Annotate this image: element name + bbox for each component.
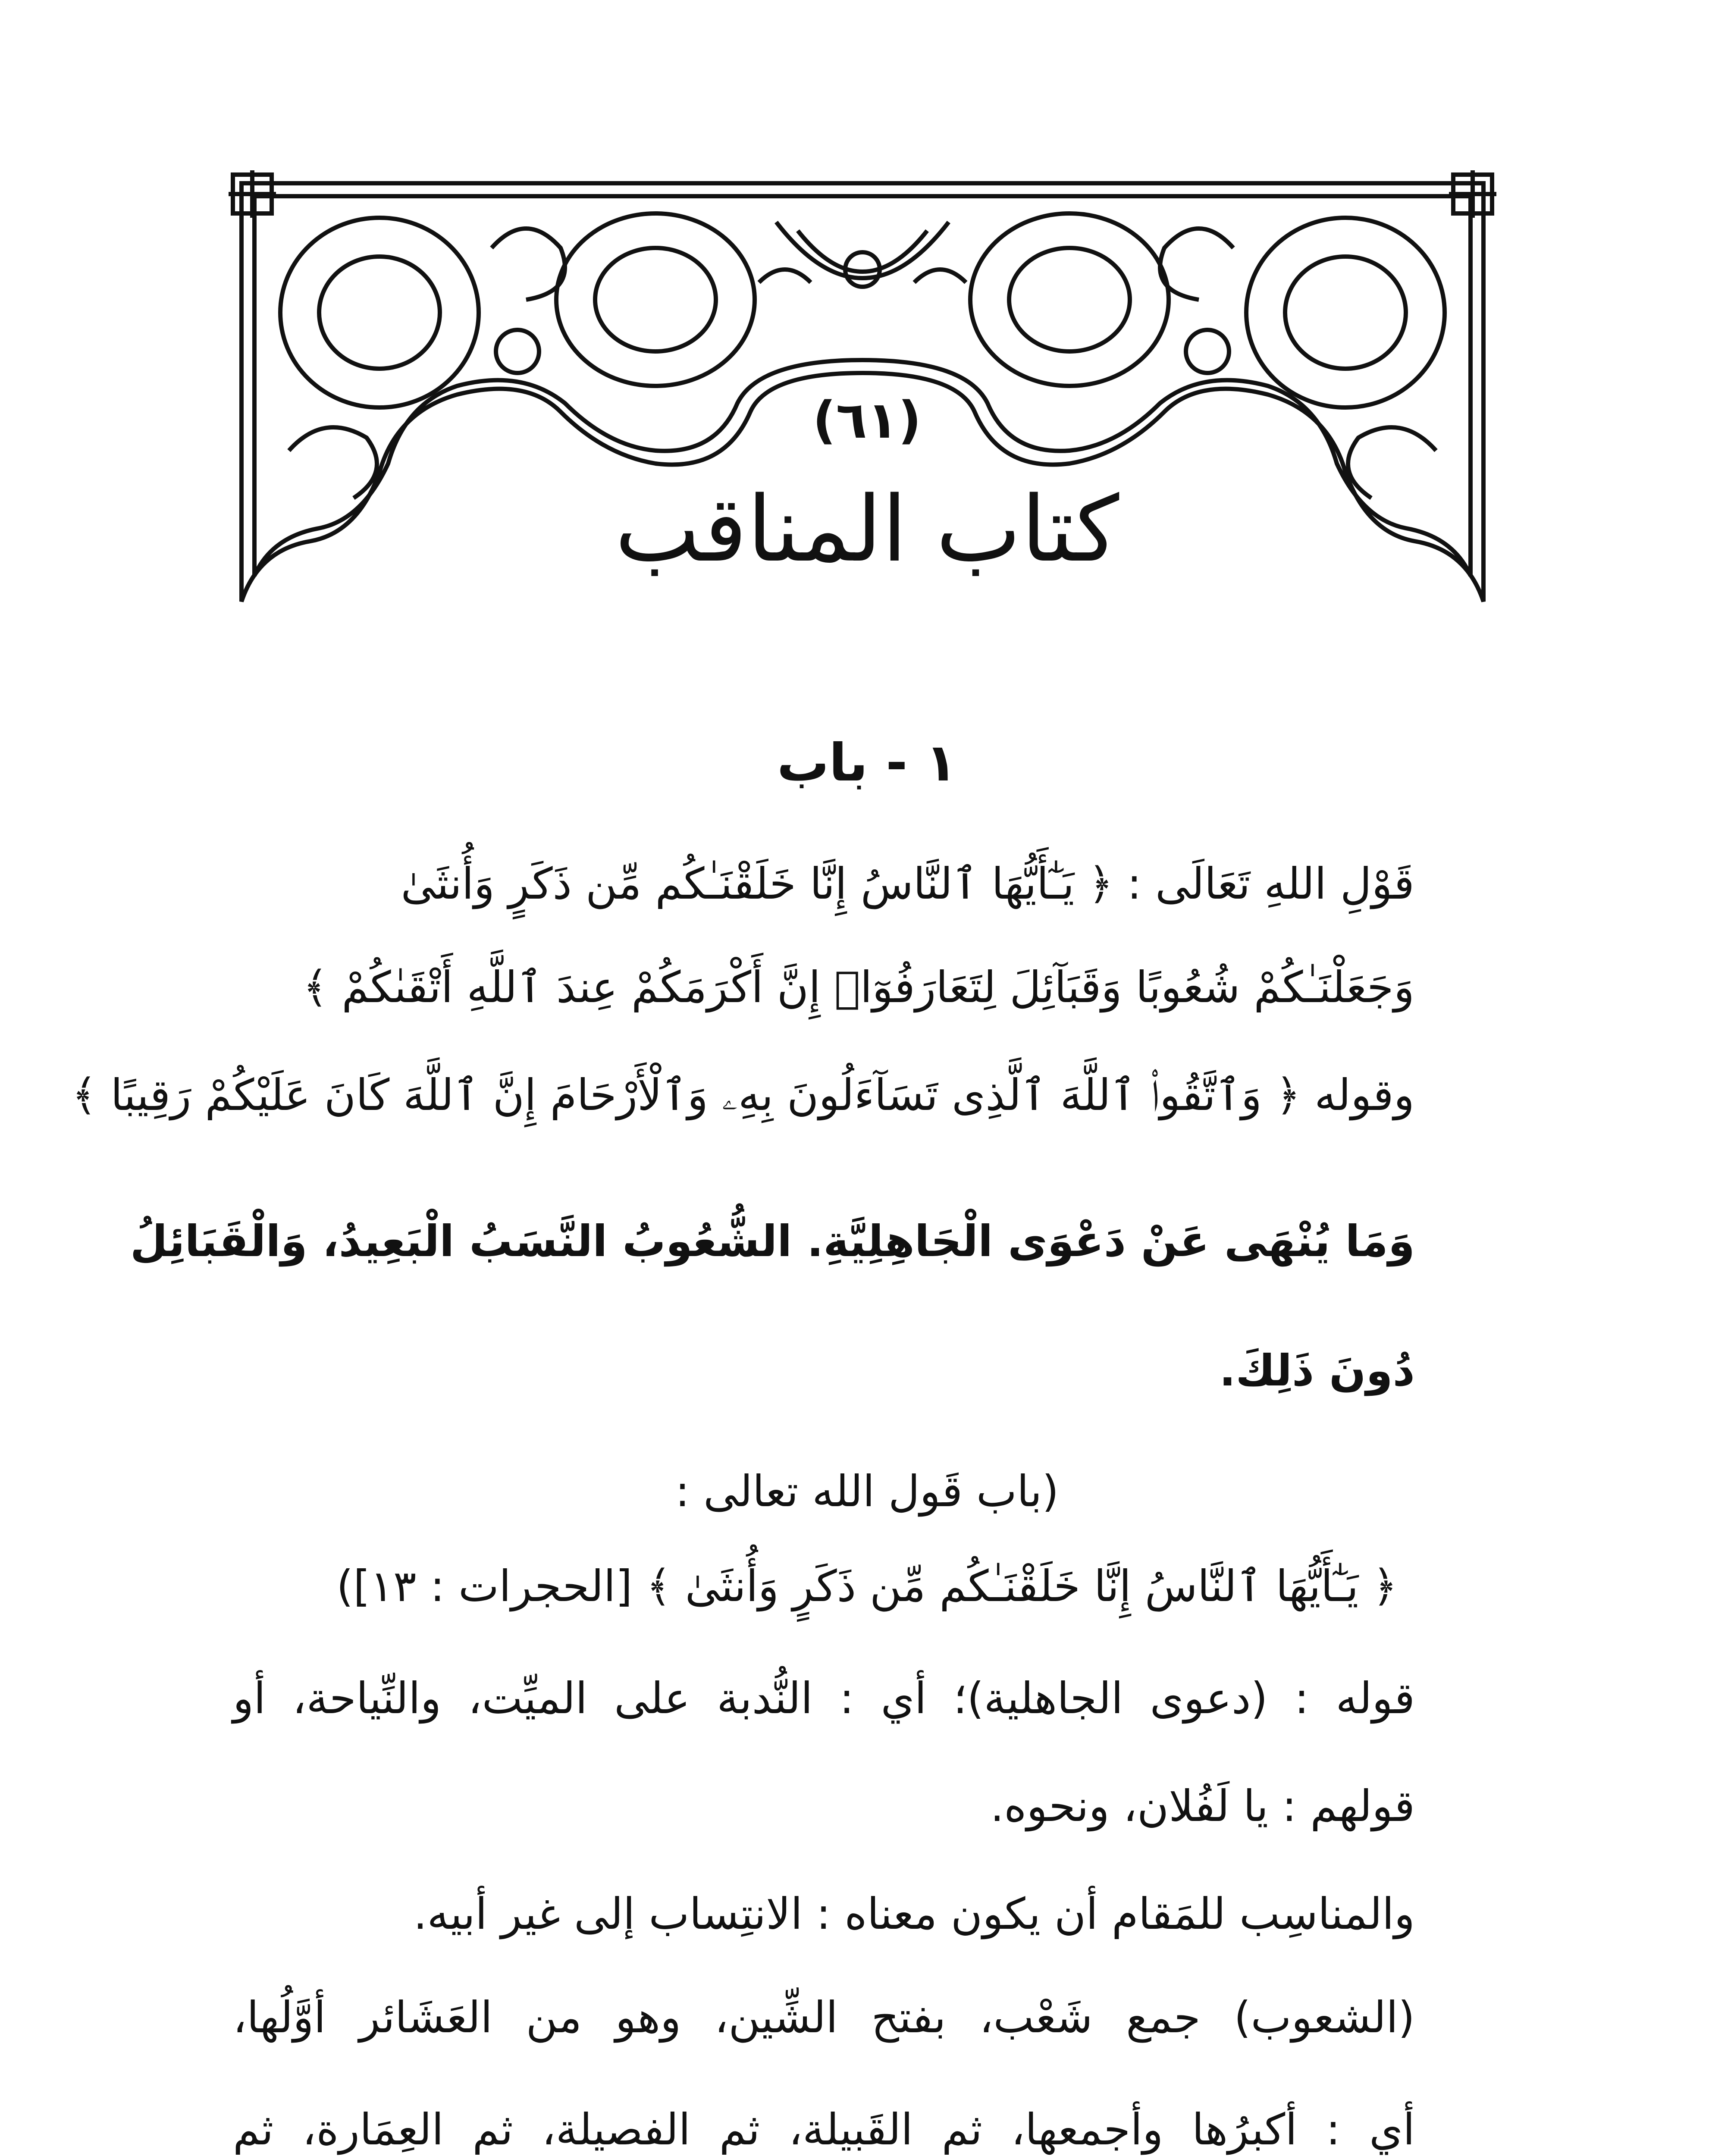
body-text-line-2: دُونَ ذَلِكَ. [1219,1345,1415,1396]
commentary-line-4: (الشعوب) جمع شَعْب، بفتح الشِّين، وهو من العَشَائر أوَّلُها، [233,1992,1415,2043]
commentary-heading-line-2: ﴿ يَـٰٓأَيُّهَا ٱلنَّاسُ إِنَّا خَلَقْنَـٰكُم مِّن ذَكَرٍ وَأُنثَىٰ ﴾ [الحجرات : ١٣]) [336,1561,1398,1611]
body-text-line-1: وَمَا يُنْهَى عَنْ دَعْوَى الْجَاهِلِيَّةِ. الشُّعُوبُ النَّسَبُ الْبَعِيدُ، وَالْقَبَائِلُ [130,1216,1415,1266]
commentary-line-1: قوله : (دعوى الجاهلية)؛ أي : النُّدبة على الميِّت، والنِّياحة، أو [233,1673,1415,1724]
quran-verse-line-1: قَوْلِ اللهِ تَعَالَى : ﴿ يَـٰٓأَيُّهَا ٱلنَّاسُ إِنَّا خَلَقْنَـٰكُم مِّن ذَكَرٍ وَأُنثَىٰ [401,859,1414,909]
commentary-line-5: أي : أكبرُها وأجمعها، ثم القَبيلة، ثم الفصيلة، ثم العِمَارة، ثم [233,2104,1415,2155]
commentary-line-2: قولهم : يا لَفُلان، ونحوه. [990,1781,1415,1831]
quran-verse-line-3: وقوله ﴿ وَٱتَّقُوا۟ ٱللَّهَ ٱلَّذِى تَسَآءَلُونَ بِهِۦ وَٱلْأَرْحَامَ إِنَّ ٱللَّهَ كَانَ عَلَيْكُمْ رَقِيبًا ﴾ [72,1070,1414,1120]
book-title: كتاب المناقب [615,476,1119,582]
section-heading: ١ - باب [777,733,957,793]
quran-verse-line-2: وَجَعَلْنَـٰكُمْ شُعُوبًا وَقَبَآئِلَ لِتَعَارَفُوٓا۟ إِنَّ أَكْرَمَكُمْ عِندَ ٱللَّهِ أَتْقَىٰكُمْ ﴾ [303,962,1414,1012]
commentary-line-3: والمناسِب للمَقام أن يكون معناه : الانتِساب إلى غير أبيه. [413,1889,1415,1939]
chapter-number: (٦١) [812,390,922,450]
commentary-heading-line-1: (باب قَول الله تعالى : [675,1466,1059,1517]
